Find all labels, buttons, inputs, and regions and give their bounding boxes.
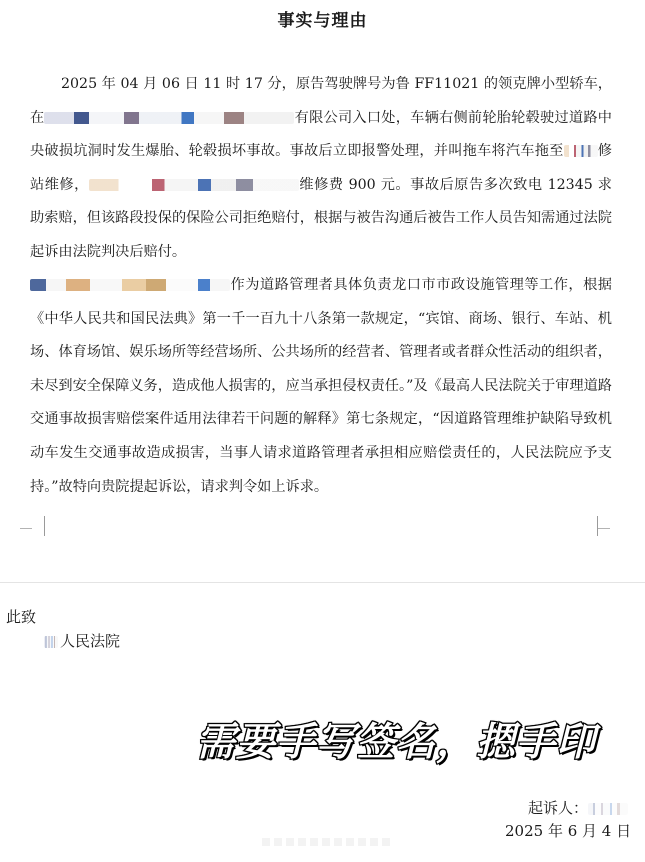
plaintiff-signature-line xyxy=(528,797,628,818)
watermark-dots xyxy=(262,838,392,846)
redacted-repair-detail xyxy=(89,179,299,191)
facts-text-1: 2025 年 04 月 06 日 11 时 17 分，原告驾驶牌号为鲁 FF11021 的领克牌小型轿车，在 xyxy=(30,76,612,126)
court-label: 人民法院 xyxy=(60,632,121,650)
redacted-court-prefix xyxy=(44,636,58,648)
filing-date: 2025 年 6 月 4 日 xyxy=(505,822,632,840)
page-break xyxy=(0,582,645,583)
facts-text-4: 维修费 900 元。事故后原告多次致电 12345 求助索赔，但该路段投保的保险公司拒绝赔付，根据与被告沟通后被告工作人员告知需通过法院起诉由法院判决后赔付。 xyxy=(30,176,612,260)
facts-text-2: 有限公司入口处，车辆右侧前轮胎轮毂驶过道路中央破损坑洞时发生爆胎、轮毂损坏事故。事故后立即报警处理，并叫拖车将汽车拖至 xyxy=(30,109,612,160)
facts-paragraph xyxy=(30,68,612,270)
redacted-plaintiff-name xyxy=(588,803,628,815)
salutation: 此致 xyxy=(6,608,37,626)
redacted-garage xyxy=(564,145,598,157)
reasons-paragraph xyxy=(30,269,612,504)
page-corner-mark-left xyxy=(30,516,45,536)
plaintiff-label: 起诉人： xyxy=(528,799,589,817)
redacted-location xyxy=(44,112,294,124)
annotation-overlay: 需要手写签名，摁手印 xyxy=(196,720,597,765)
document-title: 事实与理由 xyxy=(277,11,368,31)
margin-mark-right xyxy=(598,528,610,529)
court-name xyxy=(44,630,120,651)
facts-text-3: 修站维修， xyxy=(30,143,612,193)
redacted-defendant xyxy=(30,279,230,291)
reasons-text: 作为道路管理者具体负责龙口市市政设施管理等工作，根据《中华人民共和国民法典》第一千一百九十八条第一款规定，“宾馆、商场、银行、车站、机场、体育场馆、娱乐场所等经营场所、公共场所的经营者、管理者或者群众性活动的组织者，未尽到安全保障义务，造成他人损害的，应当承担侵权责任。”及《最高人民法院关于审理道路交通事故损害赔偿案件适用法律若干问题的解释》第七条规定，“因道路管理维护缺陷导致机动车发生交通事故造成损害，当事人请求道路管理者承担相应赔偿责任的，人民法院应予支持。”故特向贵院提起诉讼，请求判令如上诉求。 xyxy=(30,277,612,495)
margin-mark-left xyxy=(20,528,32,529)
page-corner-mark-right xyxy=(597,516,612,536)
